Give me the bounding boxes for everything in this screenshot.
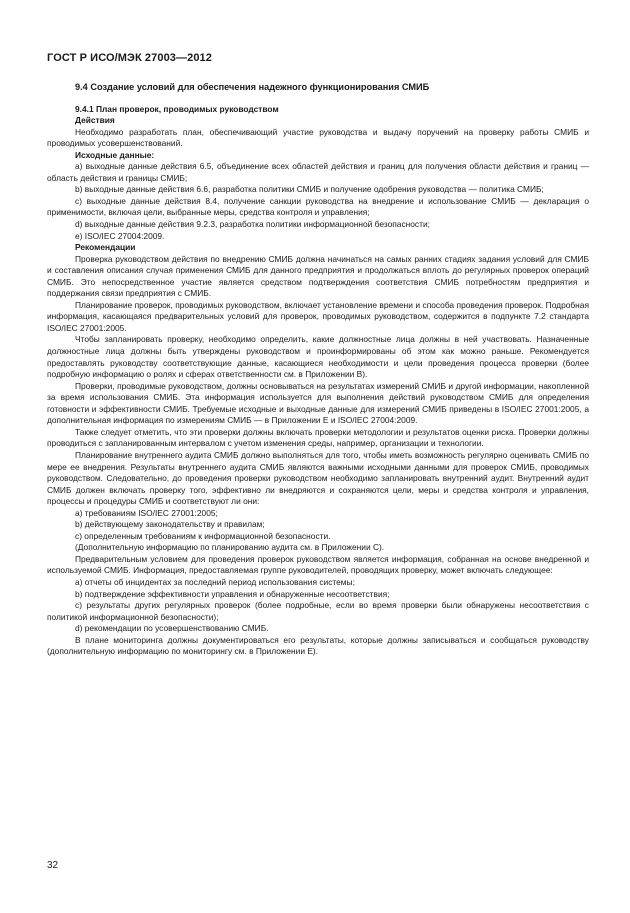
paragraph: Необходимо разработать план, обеспечивающий участие руководства и выдачу поручений на проверку работы СМИБ и проводимых усовершенствований. [47, 126, 589, 149]
section-heading: 9.4 Создание условий для обеспечения надежного функционирования СМИБ [75, 82, 430, 92]
paragraph: Проверки, проводимые руководством, должны основываться на результатах измерений СМИБ и другой информации, накопленной за время использования СМИБ. Эта информация используется для выполнения действий руководством СМИБ для определения готовности и эффективности СМИБ. Требуемые исходные и выходные данные для измерений СМИБ приведены в ISO/IEC 27001:2005, а дополнительная информация по измерениям СМИБ — в Приложении E и ISO/IEC 27004:2009. [47, 380, 589, 426]
label-actions: Действия [75, 115, 115, 126]
subsection-heading: 9.4.1 План проверок, проводимых руководством [75, 103, 279, 114]
paragraph: Проверка руководством действия по внедрению СМИБ должна начинаться на самых ранних стадиях задания условий для СМИБ и составления описания случая применения СМИБ для данного предприятия и продолжаться вплоть до регулярных проверок операций СМИБ. Это непосредственное участие является средством подтверждения соответствия СМИБ потребностям предприятия и поддержания связи предприятия с СМИБ. [47, 253, 589, 299]
paragraph: Также следует отметить, что эти проверки должны включать проверки методологии и результатов оценки риска. Проверки должны проводиться с запланированным интервалом с учетом изменения среды, например, организации и технологии. [47, 426, 589, 449]
list-item: a) отчеты об инцидентах за последний период использования системы; [75, 576, 355, 587]
page-header: ГОСТ Р ИСО/МЭК 27003—2012 [47, 52, 212, 64]
list-item: b) подтверждение эффективности управления и обнаруженные несоответствия; [75, 588, 390, 599]
list-item: c) результаты других регулярных проверок (более подробные, если во время проверки были обнаружены несоответствия с политикой информационной безопасности); [47, 600, 589, 622]
paragraph: (Дополнительную информацию по планированию аудита см. в Приложении C). [75, 542, 385, 553]
list-item: d) выходные данные действия 9.2.3, разработка политики информационной безопасности; [75, 219, 430, 230]
paragraph: Предварительным условием для проведения проверок руководством является информация, собранная на основе внедренной и используемой СМИБ. Информация, предоставляемая группе руководителей, проводящих проверку, может включать следующее: [47, 553, 589, 576]
paragraph: Чтобы запланировать проверку, необходимо определить, какие должностные лица должны в ней участвовать. Назначенные должностные лица должны быть утверждены руководством и проинформированы об этом как можно раньше. Рекомендуется предоставлять руководству соответствующие данные, касающиеся необходимости и цели проведения процесса проверки (более подробную информацию о ролях и сферах ответственности см. в Приложении B). [47, 334, 589, 380]
paragraph: В плане мониторинга должны документироваться его результаты, которые должны записываться и сообщаться руководству (дополнительную информацию по мониторингу см. в Приложении E). [47, 634, 589, 657]
list-item: a) выходные данные действия 6.5, объединение всех областей действия и границ для получения области действия и границ — область действия и границы СМИБ; [47, 161, 589, 183]
list-item: e) ISO/IEC 27004:2009. [75, 230, 165, 241]
paragraph: Планирование внутреннего аудита СМИБ должно выполняться для того, чтобы иметь возможность регулярно оценивать СМИБ по мере ее внедрения. Результаты внутреннего аудита СМИБ являются важными исходными данными для проверок СМИБ, проводимых руководством. Следовательно, до проведения проверки руководством необходимо запланировать внутренний аудит. Внутренний аудит СМИБ должен включать проверку того, эффективно ли внедряются и сохраняются цели, меры и средства контроля и управления, процессы и процедуры СМИБ и соответствуют ли они: [47, 449, 589, 507]
document-body [47, 71, 589, 658]
page-number: 32 [47, 860, 59, 871]
list-item: b) действующему законодательству и правилам; [75, 519, 265, 530]
list-item: d) рекомендации по усовершенствованию СМИБ. [75, 623, 269, 634]
list-item: a) требованиям ISO/IEC 27001:2005; [75, 507, 218, 518]
list-item: b) выходные данные действия 6.6, разработка политики СМИБ и получение одобрения руководства — политика СМИБ; [75, 184, 544, 195]
label-inputs: Исходные данные: [75, 149, 155, 160]
list-item: c) выходные данные действия 8.4, получение санкции руководства на внедрение и использование СМИБ — декларация о применимости, включая цели, выбранные меры, средства контроля и управления; [47, 195, 589, 218]
list-item: c) определенным требованиям к информационной безопасности. [75, 530, 331, 541]
label-recommendations: Рекомендации [75, 242, 136, 253]
paragraph: Планирование проверок, проводимых руководством, включает установление времени и способа проведения проверок. Подробная информация, касающаяся предварительных условий для проверок, проводимых руководством, содержится в подпункте 7.2 стандарта ISO/IEC 27001:2005. [47, 299, 589, 333]
